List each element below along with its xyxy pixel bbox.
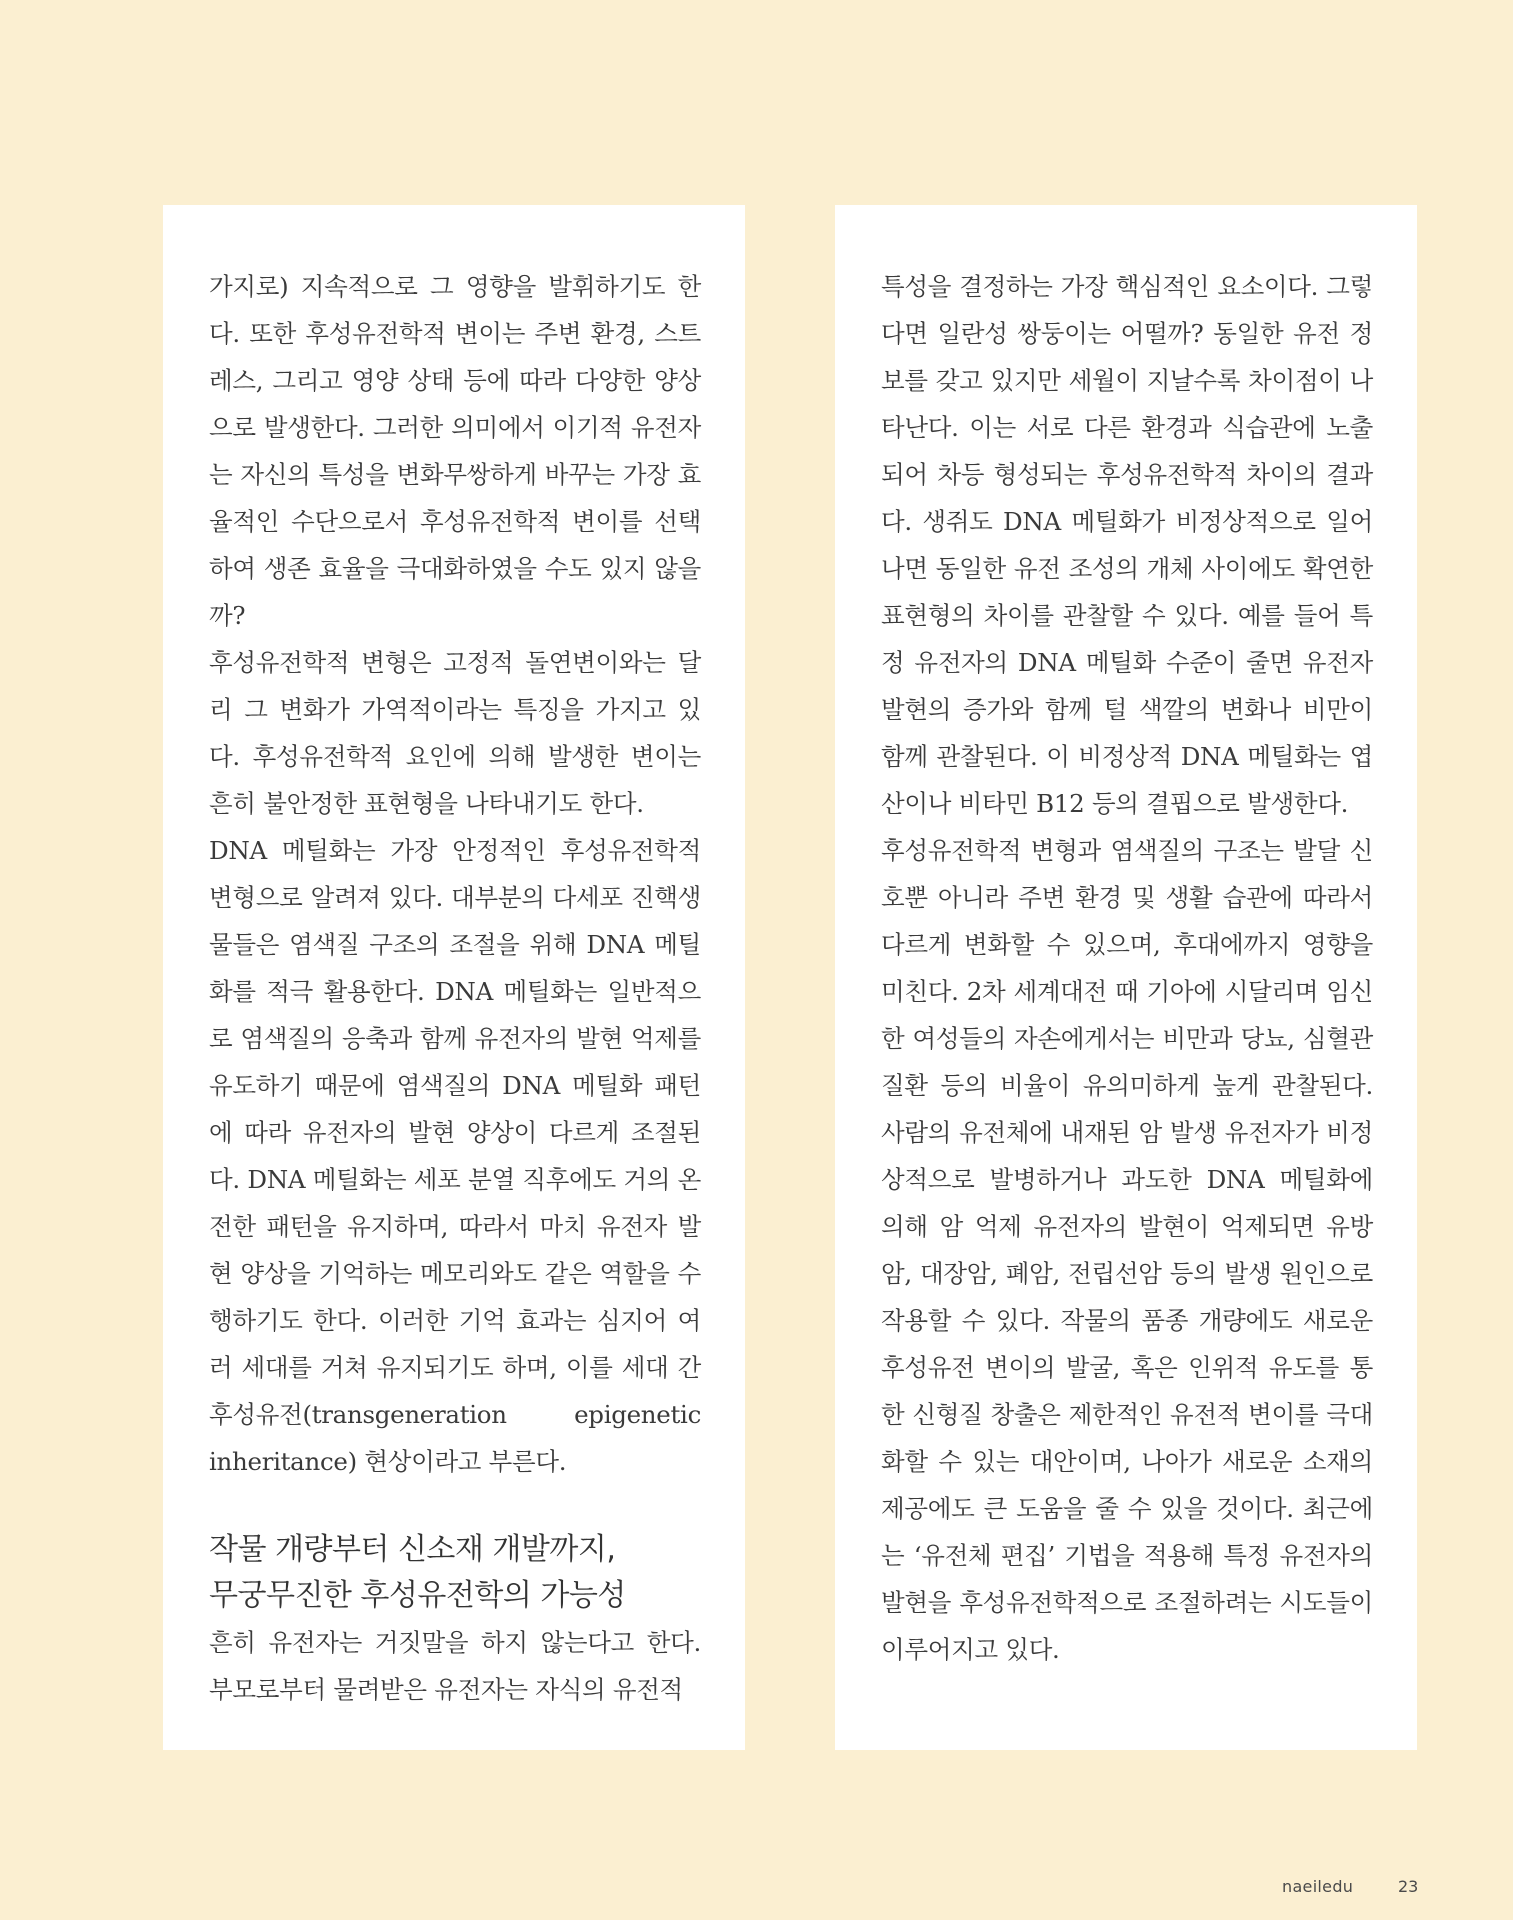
paragraph: 후성유전학적 변형은 고정적 돌연변이와는 달리 그 변화가 가역적이라는 특징을 가지고 있다. 후성유전학적 요인에 의해 발생한 변이는 흔히 불안정한 표현형을 나타내기도 한다. <box>209 648 701 818</box>
paragraph: 흔히 유전자는 거짓말을 하지 않는다고 한다. 부모로부터 물려받은 유전자는 자식의 유전적 <box>209 1628 701 1704</box>
section-heading-line: 작물 개량부터 신소재 개발까지, <box>209 1532 616 1567</box>
paragraph: 특성을 결정하는 가장 핵심적인 요소이다. 그렇다면 일란성 쌍둥이는 어떨까? 동일한 유전 정보를 갖고 있지만 세월이 지날수록 차이점이 나타난다. 이는 서로 다른 환경과 식습관에 노출되어 차등 형성되는 후성유전학적 차이의 결과다. 생쥐도 DNA 메틸화가 비정상적으로 일어나면 동일한 유전 조성의 개체 사이에도 확연한 표현형의 차이를 관찰할 수 있다. 예를 들어 특정 유전자의 DNA 메틸화 수준이 줄면 유전자 발현의 증가와 함께 털 색깔의 변화나 비만이 함께 관찰된다. 이 비정상적 DNA 메틸화는 엽산이나 비타민 B12 등의 결핍으로 발생한다. <box>881 272 1373 818</box>
paragraph: 후성유전학적 변형과 염색질의 구조는 발달 신호뿐 아니라 주변 환경 및 생활 습관에 따라서 다르게 변화할 수 있으며, 후대에까지 영향을 미친다. 2차 세계대전 때 기아에 시달리며 임신한 여성들의 자손에게서는 비만과 당뇨, 심혈관 질환 등의 비율이 유의미하게 높게 관찰된다. 사람의 유전체에 내재된 암 발생 유전자가 비정상적으로 발병하거나 과도한 DNA 메틸화에 의해 암 억제 유전자의 발현이 억제되면 유방암, 대장암, 폐암, 전립선암 등의 발생 원인으로 작용할 수 있다. 작물의 품종 개량에도 새로운 후성유전 변이의 발굴, 혹은 인위적 유도를 통한 신형질 창출은 제한적인 유전적 변이를 극대화할 수 있는 대안이며, 나아가 새로운 소재의 제공에도 큰 도움을 줄 수 있을 것이다. 최근에는 ‘유전체 편집’ 기법을 적용해 특정 유전자의 발현을 후성유전학적으로 조절하려는 시도들이 이루어지고 있다. <box>881 836 1373 1664</box>
section-heading <box>209 1527 701 1619</box>
paragraph: 가지로) 지속적으로 그 영향을 발휘하기도 한다. 또한 후성유전학적 변이는 주변 환경, 스트레스, 그리고 영양 상태 등에 따라 다양한 양상으로 발생한다. 그러한 의미에서 이기적 유전자는 자신의 특성을 변화무쌍하게 바꾸는 가장 효율적인 수단으로서 후성유전학적 변이를 선택하여 생존 효율을 극대화하였을 수도 있지 않을까? <box>209 272 701 630</box>
paragraph: DNA 메틸화는 가장 안정적인 후성유전학적 변형으로 알려져 있다. 대부분의 다세포 진핵생물들은 염색질 구조의 조절을 위해 DNA 메틸화를 적극 활용한다. DNA 메틸화는 일반적으로 염색질의 응축과 함께 유전자의 발현 억제를 유도하기 때문에 염색질의 DNA 메틸화 패턴에 따라 유전자의 발현 양상이 다르게 조절된다. DNA 메틸화는 세포 분열 직후에도 거의 온전한 패턴을 유지하며, 따라서 마치 유전자 발현 양상을 기억하는 메모리와도 같은 역할을 수행하기도 한다. 이러한 기억 효과는 심지어 여러 세대를 거쳐 유지되기도 하며, 이를 세대 간 후성유전(transgeneration epigenetic inheritance) 현상이라고 부른다. <box>209 836 701 1476</box>
footer-brand: naeiledu <box>1282 1877 1354 1896</box>
page-number: 23 <box>1398 1877 1419 1896</box>
right-text-column <box>835 205 1417 1750</box>
left-text-column <box>163 205 745 1750</box>
section-heading-line: 무궁무진한 후성유전학의 가능성 <box>209 1578 626 1613</box>
